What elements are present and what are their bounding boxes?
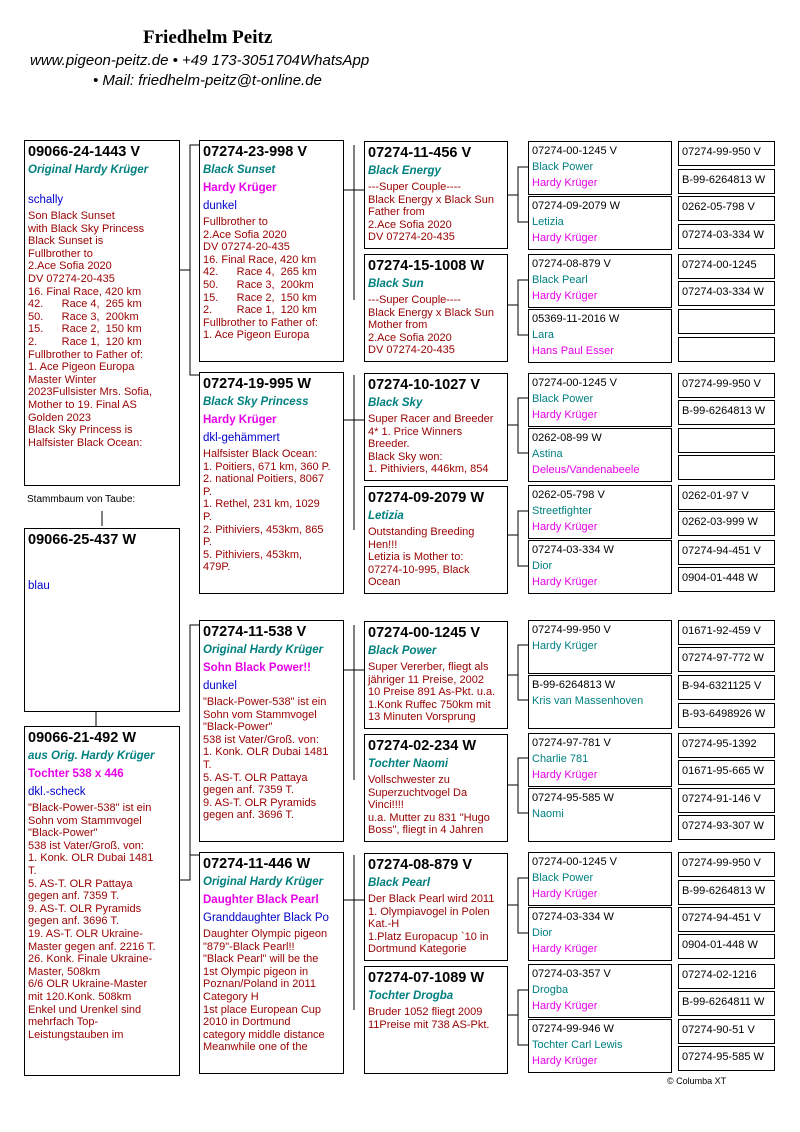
gen4-card[interactable]	[528, 852, 672, 906]
gen5-cell[interactable]: 07274-94-451 V	[678, 907, 775, 932]
gen3-ring: 07274-07-1089 W	[368, 970, 485, 986]
gen3-description: Der Black Pearl wird 2011 1. Olympiavogel in Polen Kat.-H 1.Platz Europacup `10 in Dortmund Kategorie	[368, 893, 495, 956]
gen3-card[interactable]	[364, 966, 508, 1074]
dam-ring-number: 09066-21-492 W	[28, 730, 137, 746]
gen4-card[interactable]	[528, 675, 672, 729]
gen5-cell[interactable]: B-99-6264813 W	[678, 169, 775, 194]
gen3-ring: 07274-00-1245 V	[368, 625, 481, 641]
gen4-card[interactable]	[528, 485, 672, 539]
gen2-description: "Black-Power-538" ist ein Sohn vom Stammvogel "Black-Power" 538 ist Vater/Groß. von: 1. Konk. OLR Dubai 1481 T. 5. AS-T. OLR Pattaya gegen anf. 7359 T. 9. AS-T. OLR Pyramids gegen anf. 3696 T.	[203, 696, 329, 822]
gen4-name: Lara	[532, 329, 555, 341]
gen4-name: Black Pearl	[532, 274, 588, 286]
subject-color: schally	[28, 194, 64, 206]
gen3-description: Bruder 1052 fliegt 2009 11Preise mit 738 AS-Pkt.	[368, 1006, 490, 1031]
gen2-ring: 07274-23-998 V	[203, 144, 307, 160]
gen2-card[interactable]	[199, 372, 344, 594]
contact-line-mail[interactable]: • Mail: friedhelm-peitz@t-online.de	[93, 72, 322, 89]
gen3-card[interactable]	[364, 254, 508, 362]
gen2-card[interactable]	[199, 620, 344, 842]
gen5-cell[interactable]: B-99-6264813 W	[678, 880, 775, 905]
gen5-cell[interactable]: 07274-95-585 W	[678, 1046, 775, 1071]
gen2-breeder: Hardy Krüger	[203, 414, 277, 426]
gen4-card[interactable]	[528, 788, 672, 842]
gen2-breeder: Hardy Krüger	[203, 182, 277, 194]
sibling-pigeon-card[interactable]	[24, 528, 180, 712]
gen2-card[interactable]	[199, 140, 344, 362]
dam-color: dkl.-scheck	[28, 786, 86, 798]
gen5-cell[interactable]: 07274-00-1245	[678, 254, 775, 279]
gen3-ring: 07274-09-2079 W	[368, 490, 485, 506]
gen3-card[interactable]	[364, 853, 508, 961]
gen5-cell[interactable]: B-94-6321125 V	[678, 675, 775, 700]
subject-name: Original Hardy Krüger	[28, 164, 149, 176]
gen2-description: Fullbrother to 2.Ace Sofia 2020 DV 07274-20-435 16. Final Race, 420 km 42. Race 4, 265 km 50. Race 3, 200km 15. Race 2, 150 km 2. Race 1, 120 km Fullbrother to Father of: 1. Ace Pigeon Europa	[203, 216, 318, 342]
gen4-name: Naomi	[532, 808, 564, 820]
dam-description: "Black-Power-538" ist ein Sohn vom Stammvogel "Black-Power" 538 ist Vater/Groß. von: 1. Konk. OLR Dubai 1481 T. 5. AS-T. OLR Pattaya gegen anf. 7359 T. 9. AS-T. OLR Pyramids gegen anf. 3696 T. 19. AS-T. OLR Ukraine- Master gegen anf. 2216 T. 26. Konk. Finale Ukraine- Master, 508km 6/6 OLR Ukraine-Master mit 120.Konk. 508km Enkel und Urenkel sind mehrfach Top- Leistungstauben im	[28, 802, 156, 1041]
gen5-cell[interactable]: 07274-95-1392	[678, 733, 775, 758]
gen4-name: Black Power	[532, 872, 594, 884]
gen2-card[interactable]	[199, 852, 344, 1074]
gen3-name: Tochter Naomi	[368, 758, 449, 770]
gen4-ring: 07274-03-357 V	[532, 968, 611, 980]
gen4-name: Drogba	[532, 984, 569, 996]
subject-pigeon-card[interactable]	[24, 140, 180, 486]
gen4-breeder: Hardy Krüger	[532, 232, 598, 244]
gen4-ring: 0262-08-99 W	[532, 432, 602, 444]
gen2-breeder: Sohn Black Power!!	[203, 662, 311, 674]
subject-description: Son Black Sunset with Black Sky Princess Black Sunset is Fullbrother to 2.Ace Sofia 2020 DV 07274-20-435 16. Final Race, 420 km 42. Race 4, 265 km 50. Race 3, 200km 15. Race 2, 150 km 2. Race 1, 120 km Fullbrother to Father of: 1. Ace Pigeon Europa Master Winter 2023Fullsister Mrs. Sofia, Mother to 19. Final AS Golden 2023 Black Sky Princess is Halfsister Black Ocean:	[28, 210, 153, 449]
gen5-cell[interactable]: 01671-92-459 V	[678, 620, 775, 645]
gen2-name: Black Sunset	[203, 164, 276, 176]
stammbaum-label: Stammbaum von Taube:	[27, 494, 136, 505]
sibling-ring-number: 09066-25-437 W	[28, 532, 137, 548]
gen4-name: Astina	[532, 448, 563, 460]
gen4-ring: 07274-97-781 V	[532, 737, 611, 749]
gen4-ring: 0262-05-798 V	[532, 489, 605, 501]
gen4-breeder: Hardy Krüger	[532, 576, 598, 588]
gen3-name: Black Pearl	[368, 877, 431, 889]
gen2-color: dunkel	[203, 680, 237, 692]
gen4-name: Letizia	[532, 216, 564, 228]
gen3-description: Super Vererber, fliegt als jähriger 11 Preise, 2002 10 Preise 891 As-Pkt. u.a. 1.Konk Ruffec 750km mit 13 Minuten Vorsprung	[368, 661, 496, 724]
gen4-card[interactable]	[528, 428, 672, 482]
gen4-breeder: Hardy Krüger	[532, 640, 598, 652]
gen5-cell[interactable]: 0262-03-999 W	[678, 511, 775, 536]
gen3-description: Vollschwester zu Superzuchtvogel Da Vinci!!!! u.a. Mutter zu 831 "Hugo Boss", fliegt in 4 Jahren	[368, 774, 490, 837]
gen4-card[interactable]	[528, 964, 672, 1018]
gen4-card[interactable]	[528, 196, 672, 250]
gen5-cell[interactable]: 07274-03-334 W	[678, 281, 775, 306]
gen5-cell[interactable]: 0904-01-448 W	[678, 934, 775, 959]
gen4-breeder: Hardy Krüger	[532, 177, 598, 189]
gen5-cell[interactable]	[678, 428, 775, 453]
gen4-ring: 07274-09-2079 W	[532, 200, 621, 212]
gen3-name: Black Sky	[368, 397, 423, 409]
dam-name: aus Orig. Hardy Krüger	[28, 750, 155, 762]
gen3-description: Super Racer and Breeder 4* 1. Price Winners Breeder. Black Sky won: 1. Pithiviers, 446km, 854	[368, 413, 494, 476]
gen5-cell[interactable]: 07274-93-307 W	[678, 815, 775, 840]
gen4-card[interactable]	[528, 733, 672, 787]
dam-pigeon-card[interactable]	[24, 726, 180, 1076]
gen5-cell[interactable]: B-93-6498926 W	[678, 703, 775, 728]
gen2-breeder: Daughter Black Pearl	[203, 894, 319, 906]
gen4-ring: B-99-6264813 W	[532, 679, 616, 691]
gen4-ring: 07274-00-1245 V	[532, 377, 618, 389]
gen5-cell[interactable]: 07274-99-950 V	[678, 141, 775, 166]
dam-breeder: Tochter 538 x 446	[28, 768, 124, 780]
gen4-ring: 07274-99-950 V	[532, 624, 611, 636]
gen4-breeder: Deleus/Vandenabeele	[532, 464, 640, 476]
gen4-card[interactable]	[528, 141, 672, 195]
gen4-card[interactable]	[528, 254, 672, 308]
gen2-name: Original Hardy Krüger	[203, 876, 324, 888]
gen5-cell[interactable]: B-99-6264811 W	[678, 991, 775, 1016]
gen2-ring: 07274-11-446 W	[203, 856, 311, 872]
gen2-description: Daughter Olympic pigeon "879"-Black Pearl!! "Black Pearl" will be the 1st Olympic pigeon in Poznan/Poland in 2011 Category H 1st place European Cup 2010 in Dortmund category middle distance Meanwhile one of the	[203, 928, 328, 1054]
gen3-description: Outstanding Breeding Hen!!! Letizia is Mother to: 07274-10-995, Black Ocean	[368, 526, 475, 589]
sibling-color: blau	[28, 580, 50, 592]
gen3-ring: 07274-11-456 V	[368, 145, 472, 161]
gen3-description: ---Super Couple---- Black Energy x Black Sun Father from 2.Ace Sofia 2020 DV 07274-20-435	[368, 181, 494, 244]
gen4-card[interactable]	[528, 1019, 672, 1073]
gen5-cell[interactable]: B-99-6264813 W	[678, 400, 775, 425]
gen4-ring: 07274-99-946 W	[532, 1023, 614, 1035]
gen5-cell[interactable]: 07274-99-950 V	[678, 852, 775, 877]
gen4-breeder: Hardy Krüger	[532, 943, 598, 955]
gen3-card[interactable]	[364, 486, 508, 594]
gen4-ring: 07274-95-585 W	[532, 792, 614, 804]
gen4-breeder: Hardy Krüger	[532, 409, 598, 421]
gen4-name: Tochter Carl Lewis	[532, 1039, 623, 1051]
gen4-name: Streetfighter	[532, 505, 592, 517]
gen5-cell[interactable]: 07274-90-51 V	[678, 1019, 775, 1044]
gen4-name: Dior	[532, 927, 553, 939]
gen2-name: Original Hardy Krüger	[203, 644, 324, 656]
gen3-name: Letizia	[368, 510, 404, 522]
gen3-description: ---Super Couple---- Black Energy x Black Sun Mother from 2.Ace Sofia 2020 DV 07274-20-435	[368, 294, 494, 357]
gen4-card[interactable]	[528, 907, 672, 961]
gen5-cell[interactable]: 07274-02-1216	[678, 964, 775, 989]
gen3-name: Black Energy	[368, 165, 441, 177]
gen5-cell[interactable]: 0262-01-97 V	[678, 485, 775, 510]
gen4-card[interactable]	[528, 620, 672, 674]
gen3-name: Black Sun	[368, 278, 424, 290]
gen4-name: Dior	[532, 560, 553, 572]
gen3-card[interactable]	[364, 734, 508, 842]
gen4-breeder: Hardy Krüger	[532, 290, 598, 302]
gen4-breeder: Hardy Krüger	[532, 521, 598, 533]
gen4-ring: 07274-08-879 V	[532, 258, 611, 270]
gen3-ring: 07274-15-1008 W	[368, 258, 485, 274]
gen4-breeder: Hardy Krüger	[532, 888, 598, 900]
gen2-name: Black Sky Princess	[203, 396, 309, 408]
gen4-name: Charlie 781	[532, 753, 589, 765]
gen2-color: Granddaughter Black Po	[203, 912, 329, 924]
gen4-name: Kris van Massenhoven	[532, 695, 644, 707]
gen5-cell[interactable]: 0262-05-798 V	[678, 196, 775, 221]
gen3-name: Black Power	[368, 645, 437, 657]
gen4-name: Black Power	[532, 393, 594, 405]
gen3-card[interactable]	[364, 141, 508, 249]
gen4-ring: 05369-11-2016 W	[532, 313, 620, 325]
gen3-name: Tochter Drogba	[368, 990, 454, 1002]
gen3-card[interactable]	[364, 373, 508, 481]
gen3-ring: 07274-08-879 V	[368, 857, 472, 873]
gen5-cell[interactable]: 07274-03-334 W	[678, 224, 775, 249]
gen4-ring: 07274-03-334 W	[532, 544, 614, 556]
gen4-breeder: Hardy Krüger	[532, 1055, 598, 1067]
gen4-card[interactable]	[528, 540, 672, 594]
gen5-cell[interactable]: 07274-99-950 V	[678, 373, 775, 398]
gen3-ring: 07274-02-234 W	[368, 738, 477, 754]
gen5-cell[interactable]: 0904-01-448 W	[678, 567, 775, 592]
gen5-cell[interactable]	[678, 455, 775, 480]
gen5-cell[interactable]	[678, 337, 775, 362]
breeder-name: Friedhelm Peitz	[143, 27, 273, 48]
copyright-footer: © Columba XT	[667, 1076, 727, 1086]
gen4-breeder: Hans Paul Esser	[532, 345, 614, 357]
gen2-ring: 07274-11-538 V	[203, 624, 307, 640]
gen5-cell[interactable]: 07274-97-772 W	[678, 647, 775, 672]
gen4-ring: 07274-00-1245 V	[532, 856, 618, 868]
gen5-cell[interactable]: 07274-94-451 V	[678, 540, 775, 565]
gen2-color: dkl-gehämmert	[203, 432, 280, 444]
gen4-ring: 07274-00-1245 V	[532, 145, 618, 157]
gen5-cell[interactable]: 07274-91-146 V	[678, 788, 775, 813]
gen4-breeder: Hardy Krüger	[532, 1000, 598, 1012]
gen2-description: Halfsister Black Ocean: 1. Poitiers, 671 km, 360 P. 2. national Poitiers, 8067 P. 1. Rethel, 231 km, 1029 P. 2. Pithiviers, 453km, 865 P. 5. Pithiviers, 453km, 479P.	[203, 448, 331, 574]
gen5-cell[interactable]	[678, 309, 775, 334]
gen4-ring: 07274-03-334 W	[532, 911, 614, 923]
gen3-ring: 07274-10-1027 V	[368, 377, 481, 393]
gen2-color: dunkel	[203, 200, 237, 212]
contact-line-website[interactable]: www.pigeon-peitz.de • +49 173-3051704WhatsApp	[30, 52, 370, 69]
gen4-card[interactable]	[528, 373, 672, 427]
gen3-card[interactable]	[364, 621, 508, 729]
subject-ring-number: 09066-24-1443 V	[28, 144, 141, 160]
gen4-name: Black Power	[532, 161, 594, 173]
gen5-cell[interactable]: 01671-95-665 W	[678, 760, 775, 785]
gen2-ring: 07274-19-995 W	[203, 376, 312, 392]
gen4-card[interactable]	[528, 309, 672, 363]
gen4-breeder: Hardy Krüger	[532, 769, 598, 781]
